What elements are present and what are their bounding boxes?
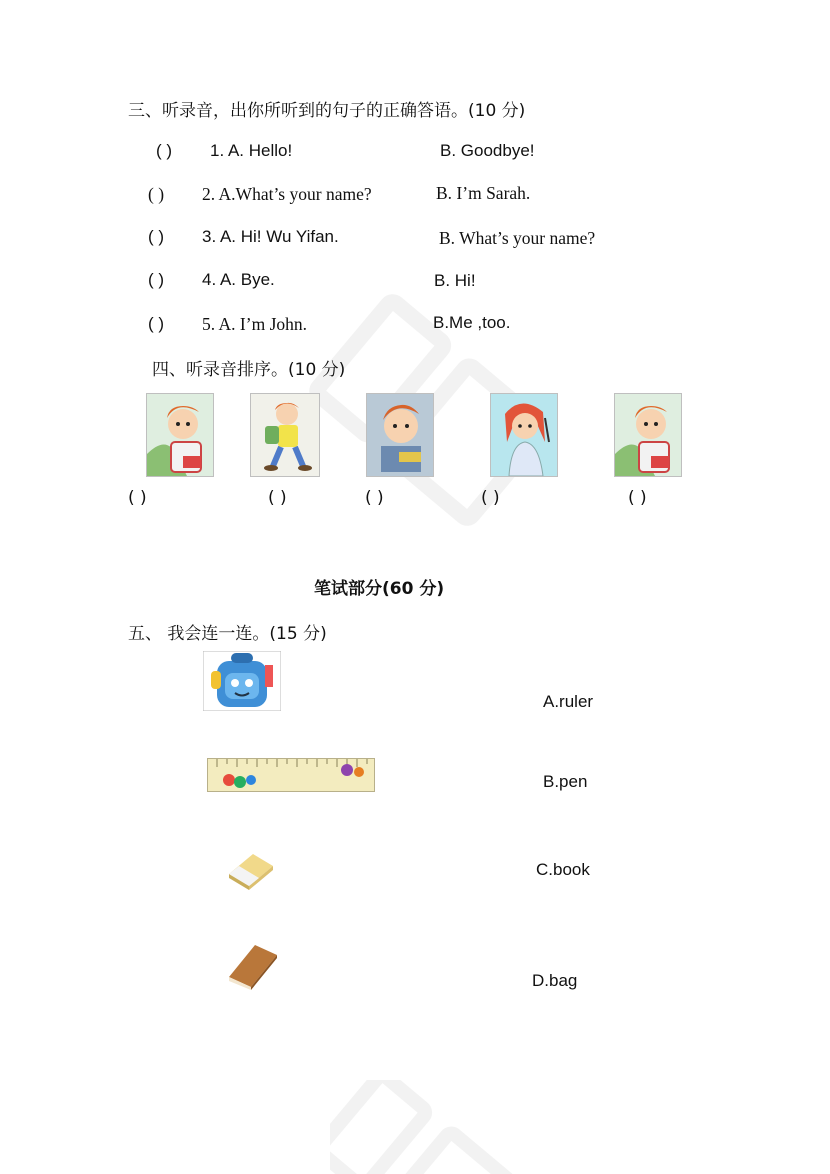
order-blank[interactable]: ( ): [365, 488, 384, 508]
book-picture[interactable]: [225, 939, 281, 991]
boy-writing-picture: [146, 393, 214, 477]
question-option-a: 3. A. Hi! Wu Yifan.: [202, 227, 339, 246]
ruler-picture[interactable]: [207, 758, 375, 792]
option-a[interactable]: A.ruler: [543, 692, 594, 711]
answer-blank[interactable]: ( ): [148, 227, 165, 246]
answer-blank[interactable]: ( ): [148, 184, 165, 204]
section-3-title: 三、听录音，出你所听到的句子的正确答语。(10 分): [128, 101, 526, 121]
answer-blank[interactable]: ( ): [156, 141, 173, 160]
section-4-title: 四、听录音排序。(10 分): [152, 360, 346, 380]
boy-with-pencil-box-picture: [366, 393, 434, 477]
question-option-a: 2. A.What’s your name?: [202, 184, 372, 204]
girl-with-pencil-picture: [490, 393, 558, 477]
backpack-picture[interactable]: [203, 651, 281, 711]
question-option-a: 1. A. Hello!: [210, 141, 293, 160]
question-option-b: B. I’m Sarah.: [436, 183, 531, 203]
question-option-b: B. Goodbye!: [440, 141, 535, 160]
question-option-b: B. Hi!: [434, 271, 476, 290]
option-b[interactable]: B.pen: [543, 772, 588, 791]
order-blank[interactable]: ( ): [628, 488, 647, 508]
question-option-b: B. What’s your name?: [439, 228, 596, 248]
question-option-b: B.Me ,too.: [433, 313, 511, 332]
option-d[interactable]: D.bag: [532, 971, 578, 990]
order-blank[interactable]: ( ): [481, 488, 500, 508]
order-blank[interactable]: ( ): [128, 488, 147, 508]
answer-blank[interactable]: ( ): [148, 314, 165, 333]
written-part-title: 笔试部分(60 分): [314, 579, 445, 599]
question-option-a: 5. A. I’m John.: [202, 314, 307, 334]
order-blank[interactable]: ( ): [268, 488, 287, 508]
answer-blank[interactable]: ( ): [148, 270, 165, 289]
boy-writing-picture: [614, 393, 682, 477]
boy-with-backpack-picture: [250, 393, 320, 477]
eraser-picture[interactable]: [225, 846, 277, 892]
option-c[interactable]: C.book: [536, 860, 590, 879]
watermark: [330, 1080, 530, 1174]
question-option-a: 4. A. Bye.: [202, 270, 275, 289]
section-5-title: 五、 我会连一连。(15 分): [128, 624, 327, 644]
